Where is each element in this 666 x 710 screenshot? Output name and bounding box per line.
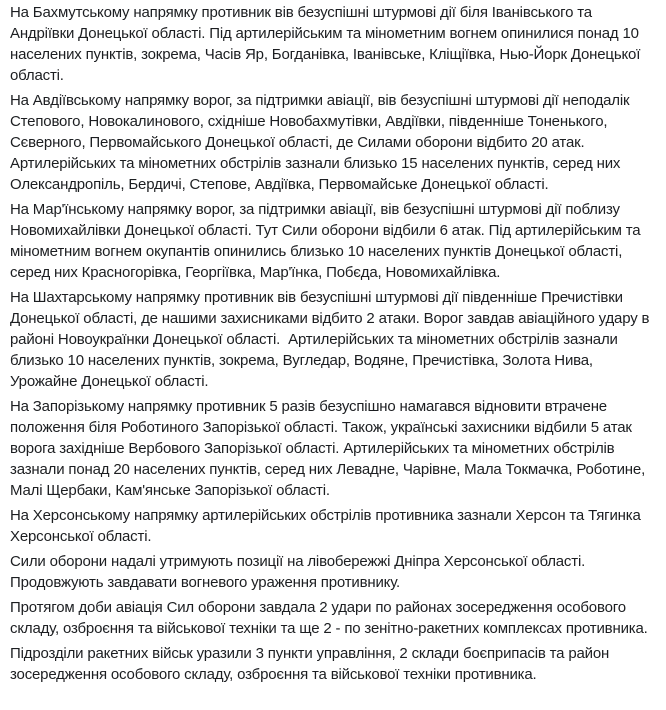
paragraph-dnipro-left-bank: Сили оборони надалі утримують позиції на лівобережжі Дніпра Херсонської області. Продовжують завдавати вогневого ураження противнику. (10, 553, 590, 591)
paragraph-shakhtarske-direction: На Шахтарському напрямку противник вів безуспішні штурмові дії південніше Пречистівки Донецької області, де нашими захисниками відбито 2 атаки. Ворог завдав авіаційного удару в районі Новоукраїнки Донецької області. Артилерійських та мінометних обстрілів зазнали близько 10 населених пунктів, зокрема, Вугледар, Водяне, Пречистівка, Золота Нива, Урожайне Донецької області. (10, 289, 654, 390)
paragraph-aviation-strikes: Протягом доби авіація Сил оборони завдала 2 удари по районах зосередження особового складу, озброєння та військової техніки та ще 2 - по зенітно-ракетних комплексах противника. (10, 599, 648, 637)
paragraph-zaporizhzhia-direction: На Запорізькому напрямку противник 5 разів безуспішно намагався відновити втрачене положення біля Роботиного Запорізької області. Також, українські захисники відбили 5 атак ворога західніше Вербового Запорізької області. Артилерійських та мінометних обстрілів зазнали понад 20 населених пунктів, серед них Левадне, Чарівне, Мала Токмачка, Роботине, Малі Щербаки, Кам'янське Запорізької області. (10, 398, 650, 499)
paragraph-bakhmut-direction: На Бахмутському напрямку противник вів безуспішні штурмові дії біля Іванівського та Андріївки Донецької області. Під артилерійським та мінометним вогнем опинилися понад 10 населених пунктів, зокрема, Часів Яр, Богданівка, Іванівське, Кліщіївка, Нью-Йорк Донецької області. (10, 4, 645, 84)
paragraph-missile-forces: Підрозділи ракетних військ уразили 3 пункти управління, 2 склади боєприпасів та район зосередження особового складу, озброєння та військової техніки противника. (10, 645, 614, 683)
paragraph-kherson-direction: На Херсонському напрямку артилерійських обстрілів противника зазнали Херсон та Тягинка Херсонської області. (10, 507, 645, 545)
paragraph-avdiivka-direction: На Авдіївському напрямку ворог, за підтримки авіації, вів безуспішні штурмові дії неподалік Степового, Новокалинового, східніше Новобахмутівки, Авдіївки, південніше Тоненького, Сєверного, Первомайського Донецької області, де Силами оборони відбито 20 атак. Артилерійських та мінометних обстрілів зазнали близько 15 населених пунктів, серед них Олександропіль, Бердичі, Степове, Авдіївка, Первомайське Донецької області. (10, 92, 634, 193)
paragraph-marinka-direction: На Мар'їнському напрямку ворог, за підтримки авіації, вів безуспішні штурмові дії поблизу Новомихайлівки Донецької області. Тут Сили оборони відбили 6 атак. Під артилерійським та мінометним вогнем окупантів опинились близько 10 населених пунктів Донецької області, серед них Красногорівка, Георгіївка, Мар'їнка, Побєда, Новомихайлівка. (10, 201, 645, 281)
